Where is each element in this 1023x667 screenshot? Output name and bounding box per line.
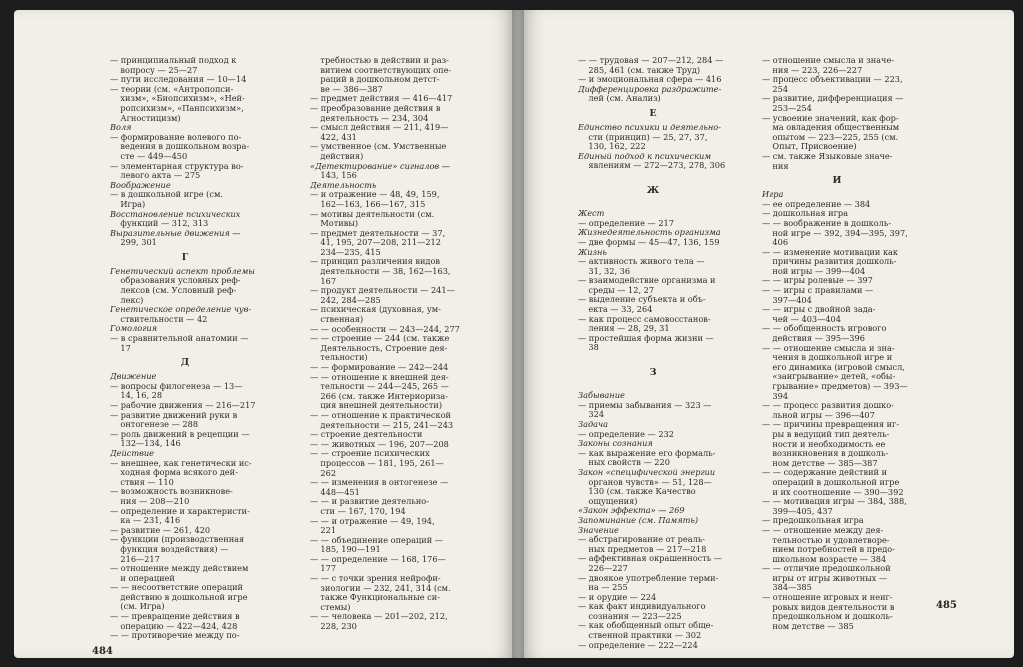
- index-entry-line: причины развития дошколь-: [762, 257, 897, 267]
- index-entry-line: ве — 386—387: [310, 84, 383, 94]
- index-entry-line: образования условных реф-: [110, 276, 241, 286]
- index-entry-line: — как обобщенный опыт обще-: [578, 621, 714, 631]
- index-entry-line: ления — 28, 29, 31: [578, 324, 670, 334]
- index-entry-line: ведения в дошкольном возра-: [110, 142, 250, 152]
- index-entry-line: ния — 223, 226—227: [762, 65, 863, 75]
- index-entry-line: — рабочие движения — 216—217: [110, 401, 256, 410]
- index-entry-line: — взаимодействие организма и: [578, 276, 716, 286]
- index-term: Единый подход к психическим: [578, 151, 712, 161]
- index-entry-line: 228, 230: [310, 622, 357, 632]
- index-entry-line: льной игры — 396—407: [762, 410, 875, 420]
- index-entry-line: и их соотношение — 390—392: [762, 487, 904, 497]
- index-letter-heading: Е: [649, 107, 657, 119]
- index-entry-line: ном детстве — 385: [762, 621, 854, 631]
- index-entry-line: 399—405, 437: [762, 506, 833, 516]
- index-entry-line: зиологии — 232, 241, 314 (см.: [310, 583, 451, 593]
- index-entry-line: 216—217: [110, 554, 160, 564]
- index-entry-line: — определение — 222—224: [578, 640, 698, 650]
- right-page-column-2: [762, 56, 912, 631]
- index-entry-line: школьном возрасте — 384: [762, 554, 887, 564]
- index-entry-line: тельностью и удовлетворе-: [762, 535, 890, 545]
- index-entry-line: — — обобщенность игрового: [762, 324, 887, 334]
- index-entry-line: 38: [578, 343, 599, 353]
- index-entry-line: — — превращение действия в: [110, 612, 240, 622]
- index-entry-line: 266 (см. также Интериориза-: [310, 391, 448, 401]
- index-entry-line: — — формирование — 242—244: [310, 363, 449, 372]
- index-entry-line: — — отношение между дея-: [762, 525, 884, 535]
- index-entry-line: (см. Игра): [110, 602, 165, 612]
- spacer: [578, 171, 728, 181]
- index-entry-line: — усвоение значений, как фор-: [762, 113, 899, 123]
- index-entry-line: — строение деятельности: [310, 430, 423, 440]
- index-entry-line: — — определение — 168, 176—: [310, 554, 446, 564]
- index-entry-line: ния — 208—210: [110, 496, 190, 506]
- index-entry-line: на — 255: [578, 583, 628, 593]
- index-entry-line: 253—254: [762, 103, 812, 113]
- index-entry-line: — — мотивация игры — 384, 388,: [762, 497, 907, 507]
- index-entry-line: сознания — 223—225: [578, 611, 682, 621]
- index-entry-line: 31, 32, 36: [578, 266, 631, 276]
- index-entry-line: — процесс объективации — 223,: [762, 75, 903, 85]
- index-entry-line: — — трудовая — 207—212, 284 —: [578, 56, 724, 65]
- index-entry-line: — — человека — 201—202, 212,: [310, 612, 448, 622]
- index-entry-line: ном детстве — 385—387: [762, 458, 878, 468]
- right-page-number: 485: [936, 600, 957, 611]
- index-term: Значение: [578, 525, 619, 535]
- index-entry-line: — роль движений в рецепции —: [110, 429, 250, 439]
- index-entry-line: игры от игры животных —: [762, 573, 888, 583]
- index-entry-line: 422, 431: [310, 132, 357, 142]
- index-entry-line: ствительности — 42: [110, 314, 208, 324]
- index-entry-line: ходная форма всякого дей-: [110, 468, 238, 478]
- index-entry-line: — развитие, дифференциация —: [762, 94, 904, 104]
- index-term: Воображение: [110, 180, 171, 190]
- index-entry-line: — принцип различения видов: [310, 257, 441, 267]
- index-entry-line: «заигрывание» детей, «обы-: [762, 372, 896, 382]
- left-page-number: 484: [92, 646, 113, 657]
- index-entry-line: возникновения в дошколь-: [762, 449, 889, 459]
- index-entry-line: 226—227: [578, 563, 628, 573]
- index-term: Восстановление психических: [110, 209, 241, 219]
- index-entry-line: Игра): [110, 199, 146, 209]
- index-entry-line: Мотивы): [310, 219, 359, 229]
- index-entry-line: Агностицизм): [110, 113, 181, 123]
- index-entry-line: процессов — 181, 195, 261—: [310, 458, 444, 468]
- spacer: [578, 200, 728, 210]
- index-term: Жизнедеятельность организма: [578, 228, 721, 238]
- index-entry-line: опытом — 223—225, 255 (см.: [762, 132, 899, 142]
- index-entry-line: — — игры ролевые — 397: [762, 276, 873, 286]
- index-entry-line: — как факт индивидуального: [578, 602, 706, 612]
- index-entry-line: — — строение психических: [310, 449, 430, 459]
- index-entry-line: — аффективная окрашенность —: [578, 554, 722, 564]
- index-entry-line: хизм», «Биопсихизм», «Ней-: [110, 94, 245, 104]
- index-entry-line: 17: [110, 343, 131, 353]
- index-entry-line: — активность живого тела —: [578, 257, 705, 267]
- index-entry-line: 397—404: [762, 295, 812, 305]
- index-term: Движение: [110, 372, 157, 382]
- index-entry-line: — психическая (духовная, ум-: [310, 305, 441, 315]
- index-entry-line: предошкольном и дошколь-: [762, 612, 893, 622]
- index-entry-line: — определение — 217: [578, 218, 674, 228]
- index-entry-line: 185, 190—191: [310, 545, 381, 555]
- index-term: Выразительные движения —: [110, 228, 241, 238]
- index-entry-line: ной игре — 392, 394—395, 397,: [762, 228, 908, 238]
- index-entry-line: лей (см. Анализ): [578, 94, 661, 104]
- index-entry-line: 130, 162, 222: [578, 142, 646, 152]
- index-entry-line: Опыт, Присвоение): [762, 142, 857, 152]
- index-entry-line: ма овладения общественным: [762, 123, 900, 133]
- index-entry-line: — простейшая форма жизни —: [578, 333, 714, 343]
- index-entry-line: 242, 284—285: [310, 295, 381, 305]
- index-entry-line: — определение — 232: [578, 429, 674, 439]
- index-entry-line: — двоякое употребление терми-: [578, 573, 719, 583]
- index-entry-line: раций в дошкольном детст-: [310, 75, 440, 85]
- index-entry-line: ных свойств — 220: [578, 458, 670, 468]
- index-entry-line: 41, 195, 207—208, 211—212: [310, 238, 441, 248]
- index-entry-line: — вопросы филогенеза — 13—: [110, 381, 243, 391]
- index-entry-line: 394: [762, 391, 789, 401]
- index-entry-line: — продукт деятельности — 241—: [310, 286, 455, 296]
- index-entry-line: 130 (см. также Качество: [578, 487, 696, 497]
- index-entry-line: — формирование волевого по-: [110, 132, 242, 142]
- index-entry-line: его динамика (игровой смысл,: [762, 362, 905, 372]
- index-entry-line: деятельность — 234, 304: [310, 113, 429, 123]
- index-term: Воля: [110, 123, 132, 133]
- index-entry-line: — развитие движений руки в: [110, 410, 238, 420]
- index-entry-line: 299, 301: [110, 238, 157, 248]
- index-entry-line: — принципиальный подход к: [110, 56, 237, 65]
- index-entry-line: — — и отражение — 49, 194,: [310, 516, 435, 526]
- index-entry-line: 162—163, 166—167, 315: [310, 199, 426, 209]
- index-entry-line: ропсихизм», «Панпсихизм»,: [110, 103, 244, 113]
- index-entry-line: — — отличие предошкольной: [762, 564, 891, 574]
- index-entry-line: — теории (см. «Антропопси-: [110, 84, 234, 94]
- index-entry-line: — — изменения в онтогенезе —: [310, 478, 449, 488]
- index-entry-line: 448—451: [310, 487, 360, 497]
- index-entry-line: — в дошкольной игре (см.: [110, 190, 223, 200]
- index-entry-line: нием потребностей в предо-: [762, 545, 895, 555]
- index-entry-line: требностью в действии и раз-: [310, 56, 449, 65]
- index-entry-line: чей — 403—404: [762, 314, 841, 324]
- index-entry-line: 254: [762, 84, 789, 94]
- index-letter-heading: И: [832, 175, 842, 187]
- index-entry-line: — приемы забывания — 323 —: [578, 400, 712, 410]
- index-entry-line: операций в дошкольной игре: [762, 477, 900, 487]
- index-entry-line: ственной практики — 302: [578, 631, 702, 641]
- index-entry-line: — — отношение к внешней дея-: [310, 372, 449, 382]
- index-entry-line: — — игры с правилами —: [762, 286, 874, 296]
- index-entry-line: левого акта — 275: [110, 171, 201, 181]
- index-entry-line: ощущения): [578, 496, 638, 506]
- index-entry-line: — — причины превращения иг-: [762, 420, 900, 430]
- index-entry-line: онтогенезе — 288: [110, 420, 199, 430]
- index-entry-line: ровых видов деятельности в: [762, 602, 895, 612]
- index-entry-line: также Функциональные си-: [310, 593, 440, 603]
- index-entry-line: функция воздействия) —: [110, 544, 229, 554]
- index-entry-line: — — объединение операций —: [310, 535, 443, 545]
- index-entry-line: — отношение игровых и неиг-: [762, 593, 893, 603]
- right-page-column-1: [578, 56, 728, 650]
- index-entry-line: 14, 16, 28: [110, 391, 163, 401]
- index-term: Единство психики и деятельно-: [578, 122, 721, 132]
- index-entry-line: 177: [310, 564, 337, 574]
- index-entry-line: — мотивы деятельности (см.: [310, 209, 435, 219]
- index-entry-line: — отношение смысла и значе-: [762, 56, 895, 65]
- index-entry-line: действия): [310, 151, 364, 161]
- index-entry-line: 221: [310, 526, 337, 536]
- index-entry-line: — внешнее, как генетически ис-: [110, 458, 252, 468]
- index-entry-line: явлениям — 272—273, 278, 306: [578, 161, 726, 171]
- index-entry-line: — — воображение в дошколь-: [762, 218, 892, 228]
- index-entry-line: 143, 156: [310, 171, 357, 181]
- index-entry-line: действия — 395—396: [762, 334, 865, 344]
- index-entry-line: грывание» предметов) — 393—: [762, 382, 908, 391]
- index-entry-line: — функции (производственная: [110, 535, 245, 545]
- index-entry-line: среды — 12, 27: [578, 285, 655, 295]
- index-entry-line: ности и необходимость ее: [762, 439, 886, 449]
- index-entry-line: лексов (см. Условный реф-: [110, 286, 237, 296]
- index-entry-line: — смысл действия — 211, 419—: [310, 123, 449, 133]
- index-entry-line: — — строение — 244 (см. также: [310, 334, 450, 344]
- index-term: «Детектирование» сигналов —: [310, 161, 450, 171]
- index-entry-line: — развитие — 261, 420: [110, 525, 211, 535]
- index-entry-line: 234—235, 415: [310, 247, 381, 257]
- index-entry-line: — — содержание действий и: [762, 468, 888, 478]
- index-entry-line: операцию — 422—424, 428: [110, 621, 238, 631]
- index-term: Дифференцировка раздражите-: [578, 84, 722, 94]
- index-entry-line: 167: [310, 276, 337, 286]
- index-entry-line: — — несоответствие операций: [110, 583, 244, 593]
- index-term: «Закон эффекта» — 269: [578, 506, 685, 516]
- index-entry-line: стемы): [310, 602, 351, 612]
- index-entry-line: лекс): [110, 295, 144, 305]
- index-entry-line: — преобразование действия в: [310, 103, 441, 113]
- index-entry-line: — предмет действия — 416—417: [310, 94, 453, 104]
- index-entry-line: тельности): [310, 353, 368, 363]
- right-page: [518, 10, 1014, 658]
- index-entry-line: деятельности — 215, 241—243: [310, 420, 454, 430]
- index-entry-line: ка — 231, 416: [110, 516, 181, 526]
- index-letter-heading: З: [649, 366, 657, 378]
- index-entry-line: — — противоречие между по-: [110, 631, 240, 641]
- spacer: [578, 353, 728, 363]
- index-entry-line: ной игры — 399—404: [762, 266, 866, 276]
- index-entry-line: сти (принцип) — 25, 27, 37,: [578, 132, 708, 142]
- index-entry-line: сте — 449—450: [110, 151, 188, 161]
- index-term: Игра: [762, 190, 784, 200]
- index-entry-line: — — и развитие деятельно-: [310, 497, 429, 507]
- index-entry-line: — — изменение мотивации как: [762, 247, 899, 257]
- index-term: Деятельность: [310, 180, 377, 190]
- index-entry-line: — абстрагирование от реаль-: [578, 535, 706, 545]
- index-term: Забывание: [578, 391, 625, 401]
- index-entry-line: — две формы — 45—47, 136, 159: [578, 237, 720, 247]
- index-entry-line: — умственное (см. Умственные: [310, 142, 447, 152]
- index-entry-line: — выделение субъекта и объ-: [578, 295, 706, 305]
- index-entry-line: — — игры с двойной зада-: [762, 305, 876, 315]
- index-entry-line: 384—385: [762, 583, 812, 593]
- index-entry-line: — см. также Языковые значе-: [762, 151, 893, 161]
- index-entry-line: — отношение между действием: [110, 564, 249, 574]
- left-page-column-1: [110, 56, 260, 641]
- index-term: Запоминание (см. Память): [578, 515, 699, 525]
- index-entry-line: ция внешней деятельности): [310, 401, 443, 411]
- index-entry-line: — и орудие — 224: [578, 592, 657, 602]
- index-entry-line: 324: [578, 410, 605, 420]
- book-spine: [512, 10, 524, 658]
- index-term: Генетический аспект проблемы: [110, 266, 255, 276]
- index-term: Жизнь: [578, 247, 607, 257]
- index-entry-line: — предошкольная игра: [762, 516, 864, 526]
- index-term: Действие: [110, 448, 155, 458]
- index-term: Задача: [578, 420, 609, 429]
- index-letter-heading: Г: [181, 251, 189, 263]
- index-entry-line: чения в дошкольной игре и: [762, 353, 893, 363]
- index-entry-line: тельности — 244—245, 265 —: [310, 382, 449, 392]
- index-term: Жест: [578, 209, 605, 219]
- index-entry-line: вопросу — 25—27: [110, 65, 198, 75]
- index-entry-line: — — особенности — 243—244, 277: [310, 324, 460, 334]
- index-entry-line: — как процесс самовосстанов-: [578, 314, 711, 324]
- index-letter-heading: Ж: [646, 184, 660, 196]
- index-entry-line: ных предметов — 217—218: [578, 544, 707, 554]
- index-entry-line: — элементарная структура во-: [110, 161, 244, 171]
- index-term: Законы сознания: [578, 439, 653, 449]
- spacer: [578, 382, 728, 392]
- index-term: Закон «специфической энергии: [578, 467, 716, 477]
- index-entry-line: — возможность возникнове-: [110, 487, 233, 497]
- index-entry-line: — определение и характеристи-: [110, 506, 250, 516]
- left-page-column-2: [310, 56, 460, 632]
- index-entry-line: Деятельность, Строение дея-: [310, 343, 448, 353]
- index-entry-line: 285, 461 (см. также Труд): [578, 65, 701, 75]
- index-entry-line: екта — 33, 264: [578, 305, 653, 315]
- left-page: [14, 10, 518, 658]
- index-entry-line: 406: [762, 238, 789, 248]
- index-entry-line: — — отношение к практической: [310, 410, 451, 420]
- index-entry-line: — ее определение — 384: [762, 199, 871, 209]
- index-entry-line: — — с точки зрения нейрофи-: [310, 574, 441, 584]
- index-entry-line: сти — 167, 170, 194: [310, 506, 406, 516]
- index-entry-line: ствия — 110: [110, 477, 174, 487]
- index-entry-line: 262: [310, 468, 337, 478]
- index-entry-line: ры в ведущий тип деятель-: [762, 429, 890, 439]
- index-entry-line: — — отношение смысла и зна-: [762, 343, 895, 353]
- index-term: Гомология: [110, 324, 158, 334]
- index-entry-line: органов чувств» — 51, 128—: [578, 477, 712, 487]
- index-entry-line: — как выражение его формаль-: [578, 448, 716, 458]
- index-entry-line: — в сравнительной анатомии —: [110, 334, 249, 344]
- index-entry-line: деятельности — 38, 162—163,: [310, 267, 451, 277]
- index-letter-heading: Д: [180, 357, 190, 369]
- index-entry-line: — — процесс развития дошко-: [762, 401, 894, 411]
- index-entry-line: — — животных — 196, 207—208: [310, 439, 449, 449]
- index-entry-line: и операцией: [110, 573, 175, 583]
- index-entry-line: действию в дошкольной игре: [110, 592, 248, 602]
- index-entry-line: ственная): [310, 315, 364, 325]
- index-entry-line: — предмет деятельности — 37,: [310, 228, 446, 238]
- index-entry-line: функций — 312, 313: [110, 219, 209, 229]
- index-entry-line: — и эмоциональная сфера — 416: [578, 75, 722, 85]
- index-entry-line: 132—134, 146: [110, 439, 181, 449]
- index-entry-line: — дошкольная игра: [762, 209, 849, 219]
- index-entry-line: ния: [762, 161, 789, 171]
- index-entry-line: — и отражение — 48, 49, 159,: [310, 190, 440, 200]
- index-entry-line: — пути исследования — 10—14: [110, 75, 247, 85]
- index-entry-line: витием соответствующих опе-: [310, 65, 452, 75]
- index-term: Генетическое определение чув-: [110, 305, 252, 315]
